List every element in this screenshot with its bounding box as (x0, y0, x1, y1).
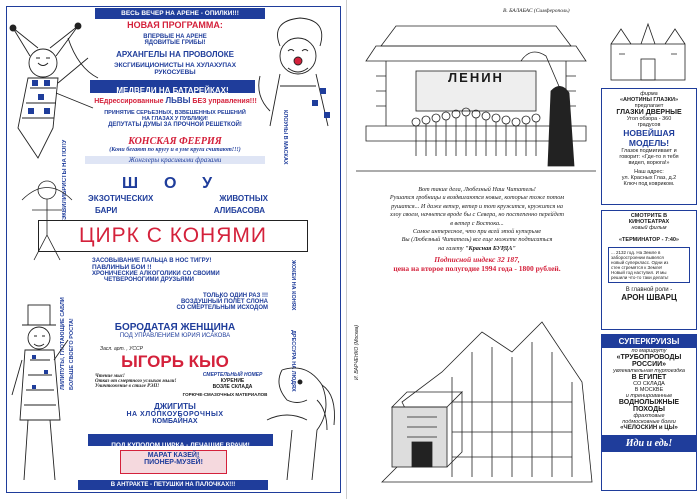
deadly-line: ВОЗЛЕ СКЛАДА (212, 384, 253, 390)
elephant-block (150, 293, 268, 311)
deadly-number-block (195, 372, 270, 390)
ad-line: Глазок подмигивает и (621, 148, 677, 154)
djigits-line: КОМБАЙНАХ (152, 418, 198, 425)
editorial-line: рушатся... И даже ветер, ветер и тот кружится, кружится на (391, 202, 563, 210)
ad-line: АРОН ШВАРЦ (621, 293, 677, 302)
ad-line: говорит: «Где-то я тебя (619, 154, 679, 160)
vertical-text: ДРЕССУРА НА ЛЮДЯХ (290, 330, 296, 392)
bari-part: АЛИБАСОВА (213, 206, 265, 215)
lions-line (88, 96, 263, 105)
djigits-line: НА ХЛОПКОУБОРОЧНЫХ (126, 411, 224, 418)
ad-terminator (601, 210, 697, 330)
ad-line: новый фильм (631, 225, 667, 231)
ad-line: фрахтовые (633, 413, 665, 419)
ad-line: МОДЕЛЬ! (628, 138, 670, 148)
fuel-text: ГОРЮЧЕ-СМАЗОЧНЫХ МАТЕРИАЛОВ (182, 392, 268, 397)
editorial-part: на газету (438, 244, 464, 252)
new-program-title: НОВАЯ ПРОГРАММА: (127, 20, 223, 30)
program-header (90, 20, 260, 76)
ad-heading: СУПЕРКРУИЗЫ (602, 335, 696, 348)
show-word (120, 175, 240, 195)
vertical-text-jockeys (290, 260, 296, 320)
editorial-line: хлоу своем, начнется вроде бы с Севера, но постепенно перейдет (390, 211, 564, 219)
top-banner (95, 8, 265, 19)
ad-line: Наш адрес: (634, 169, 664, 175)
ad-line: «ТЕРМИНАТОР - 7:40» (618, 237, 679, 243)
credit-text: И. ВАРЧЕНКО (Москва) (354, 324, 360, 380)
fuel-line (175, 392, 275, 397)
elephant-line: ТОЛЬКО ОДИН РАЗ !!! (203, 293, 268, 299)
bari-part: БАРИ (95, 206, 118, 215)
horse-feery-block (85, 136, 265, 164)
ad-line: новый суперкласс. Одни из (611, 260, 669, 265)
bearded-woman-subtitle: ПОД УПРАВЛЕНИЕМ ЮРИЯ ИСАКОВА (119, 333, 231, 339)
ad-line: заборостроении вывелся (611, 255, 664, 260)
program-line: АРХАНГЕЛЫ НА ПРОВОЛОКЕ (116, 50, 234, 59)
ad-line: В главной роли - (625, 287, 673, 293)
lions-line-part: НЕдрессированные (94, 98, 164, 105)
duma-line: ДЕПУТАТЫ ДУМЫ ЗА ПРОЧНОЙ РЕШЕТКОЙ! (108, 122, 242, 128)
tiger-line: ХРОНИЧЕСКИЕ АЛКОГОЛИКИ СО СВОИМИ (92, 271, 220, 277)
mind-reading-block (95, 374, 195, 389)
exotic-part: ЭКЗОТИЧЕСКИХ (88, 194, 154, 203)
ad-line: Ключ под ковриком. (623, 181, 675, 187)
ad-line: фирма (640, 91, 658, 97)
honored-artist-text: Засл. арт. , УССР (100, 346, 143, 352)
mind-line: Уничтожение в стиле РЭП! (95, 384, 160, 389)
cartoon-credit-bottom (354, 300, 360, 380)
right-page (348, 0, 700, 499)
marat-line: МАРАТ КАЗЕЙ! (147, 452, 200, 459)
editorial-line: Самое интересное, что при всей этой кутерьме (412, 228, 542, 236)
ad-line: увлекательная турпоездка (613, 368, 685, 374)
ad-line: В ЕГИПЕТ (631, 374, 667, 381)
tiger-line: ЧЕТВЕРОНОГИМИ ДРУЗЬЯМИ (104, 277, 194, 283)
terminator-synopsis (608, 247, 690, 283)
ad-slogan: Иди и едь! (602, 435, 696, 452)
elephant-line: ВОЗДУШНЫЙ ПОЛЕТ СЛОНА (180, 299, 268, 305)
ringmaster-illustration (10, 300, 72, 485)
ad-line: ГЛАЗКИ ДВЕРНЫЕ (616, 109, 682, 116)
editorial-line: Вы (Любезный Читатель) все еще можете подписаться (401, 236, 553, 244)
feery-title: КОНСКАЯ ФЕЕРИЯ (128, 136, 222, 147)
pyramid-cartoon (362, 292, 598, 492)
editorial-line (356, 245, 598, 253)
ad-line: видел, ворюга!» (628, 160, 670, 166)
ad-supercruises (601, 334, 697, 491)
editorial-line: в ветер с Востока... (450, 219, 504, 227)
ad-line: РОССИИ» (631, 361, 667, 368)
ad-line: Угол обзора - 360 (626, 116, 672, 122)
ad-line: «АНОТИНЫ ГЛАЗКИ» (619, 97, 679, 103)
deadly-line: СМЕРТЕЛЬНЫЙ НОМЕР (202, 372, 263, 378)
acrobat-illustration (12, 170, 82, 265)
djigits-line: ДЖИГИТЫ (154, 402, 196, 411)
subscription-price: цена на второе полугодие 1994 года - 1800 рублей. (393, 263, 561, 273)
ad-line: и тренированные (625, 393, 673, 399)
vertical-text: ЛИЛИПУТЫ, ГЛОТАЮЩИЕ САБЛИ (60, 297, 66, 390)
bears-banner (90, 80, 255, 93)
ad-line: градусов (637, 122, 661, 128)
feery-subtitle: (Кони бегают по кругу и в уме круги считают!!!) (109, 147, 241, 153)
igor-kyo-text: ЫГОРЬ КЫО (121, 352, 229, 371)
ad-line: «ЧЕЛОСКИН и ЦЫ» (620, 425, 678, 431)
subscription-index: Подписной индекс 32 187, (434, 255, 520, 265)
mausoleum-cartoon (356, 16, 596, 181)
mausoleum-label-text: ЛЕНИН (448, 70, 504, 85)
editorial-text (356, 186, 598, 273)
editorial-line: Рушатся гробницы и воздвигаются новые, которые тоже потом (389, 194, 565, 202)
bari-line (95, 206, 265, 215)
ad-line: ПОХОДЫ (633, 406, 665, 413)
bottom-banner (78, 480, 268, 490)
ad-line: НОВЕЙШАЯ (623, 128, 675, 138)
vertical-text: КЛОУНЫ В МАСКАХ (282, 110, 288, 165)
marat-line: ПИОНЕР-МУЗЕЙ! (144, 459, 203, 466)
bottom-banner-text: В АНТРАКТЕ - ПЕТУШКИ НА ПАЛОЧКАХ!!! (110, 482, 236, 488)
bearded-woman-block (90, 322, 260, 339)
ad-line: подмосковные богги (622, 419, 676, 425)
tiger-block (92, 258, 267, 283)
ad-line: ... 2132 год. На Земле в (611, 250, 661, 255)
cartoon-credit-top (503, 8, 570, 14)
mausoleum-label (416, 70, 536, 85)
ad-door-peephole (601, 88, 697, 205)
castle-illustration (601, 14, 695, 84)
clown-illustration (250, 16, 340, 136)
editorial-line: Вот такие дела, Любезный Наш Читатель! (418, 186, 536, 193)
ad-line: В МОСКВЕ (634, 387, 664, 393)
vertical-text: ЭКВИЛИБРИСТЫ НА ПОПУ (62, 139, 68, 220)
program-line: РУКОСУЕВЫ (154, 69, 196, 76)
elephant-line: СО СМЕРТЕЛЬНЫМ ИСХОДОМ (176, 305, 268, 311)
vertical-text: БОЛЬШЕ СВОЕГО РОСТА! (69, 318, 75, 390)
vertical-text: ЖОКЕИ НА КОНЯХ (290, 260, 296, 311)
tiger-line: ЗАСОВЫВАНИЕ ПАЛЬЦА В НОС ТИГРУ! (92, 258, 212, 264)
lions-line-part: ЛЬВЫ (165, 96, 191, 105)
bearded-woman-title: БОРОДАТАЯ ЖЕНЩИНА (114, 322, 236, 333)
igor-kyo-title (95, 352, 255, 372)
program-line: ЭКСГИБИЦИОНИСТЫ НА ХУЛАХУПАХ (113, 62, 237, 69)
duma-block (90, 110, 260, 128)
ad-line: СМОТРИТЕ В (630, 213, 668, 219)
ad-line: СО СКЛАДА (633, 381, 665, 387)
mind-line: Чтение мыс! (95, 374, 125, 379)
program-line: ЯДОВИТЫЕ ГРИБЫ! (144, 40, 206, 46)
marat-box (120, 450, 227, 474)
ad-line: решили что-то таки делать! (611, 275, 669, 280)
vertical-text-clowns (282, 110, 288, 190)
program-line: ВПЕРВЫЕ НА АРЕНЕ (143, 34, 207, 40)
tiger-line: ПАВЛИНЬИ БОИ !! (92, 264, 152, 271)
left-page (0, 0, 347, 499)
ad-line: «ТРУБОПРОВОДЫ (616, 354, 682, 361)
credit-text: В. БАЛАБАС (Симферополь) (503, 8, 570, 14)
show-text: ШОУ (121, 175, 239, 192)
duma-line: НА ГЛАЗАХ У ПУБЛИКИ! (142, 116, 208, 122)
ad-line: ул. Красных Глаз, д.2 (621, 175, 677, 181)
mind-line: Отказ от смертного услыхав мыли! (95, 379, 177, 384)
ad-line: Новый год наступил. И мы (611, 270, 667, 275)
exotic-line (88, 194, 268, 203)
top-banner-text: ВЕСЬ ВЕЧЕР НА АРЕНЕ - ОПИЛКИ!!! (121, 10, 239, 17)
newspaper-name: "Красная БУРДА" (465, 244, 516, 252)
horse-illustration (262, 360, 342, 485)
duma-line: ПРИНЯТИЕ СЕРЬЕЗНЫХ, ВЗВЕШЕННЫХ РЕШЕНИЙ (104, 110, 246, 116)
bears-text: МЕДВЕДИ НА БАТАРЕЙКАХ! (116, 86, 229, 95)
deadly-line: КУРЕНИЕ (220, 378, 245, 384)
exotic-part: ЖИВОТНЫХ (219, 194, 268, 203)
ad-line: стен стремятся к Земле! (611, 265, 663, 270)
main-title: ЦИРК С КОНЯМИ (79, 224, 267, 247)
ad-line: по маршруту (631, 348, 667, 354)
doctors-banner (88, 434, 273, 449)
djigits-block (90, 402, 260, 425)
lions-line-part: БЕЗ управления!!! (192, 98, 257, 105)
jugglers-line: Жонглеры красивыми фразами (85, 156, 265, 164)
ad-line: КИНОТЕАТРАХ (628, 219, 670, 225)
ad-line: предлагает (634, 103, 664, 109)
doctors-text: ПОД КУПОЛОМ ЦИРКА - ЛЕЧАЩИЕ ВРАЧИ! (111, 442, 250, 449)
ad-line: ВОДНОЛЫЖНЫЕ (618, 399, 680, 406)
